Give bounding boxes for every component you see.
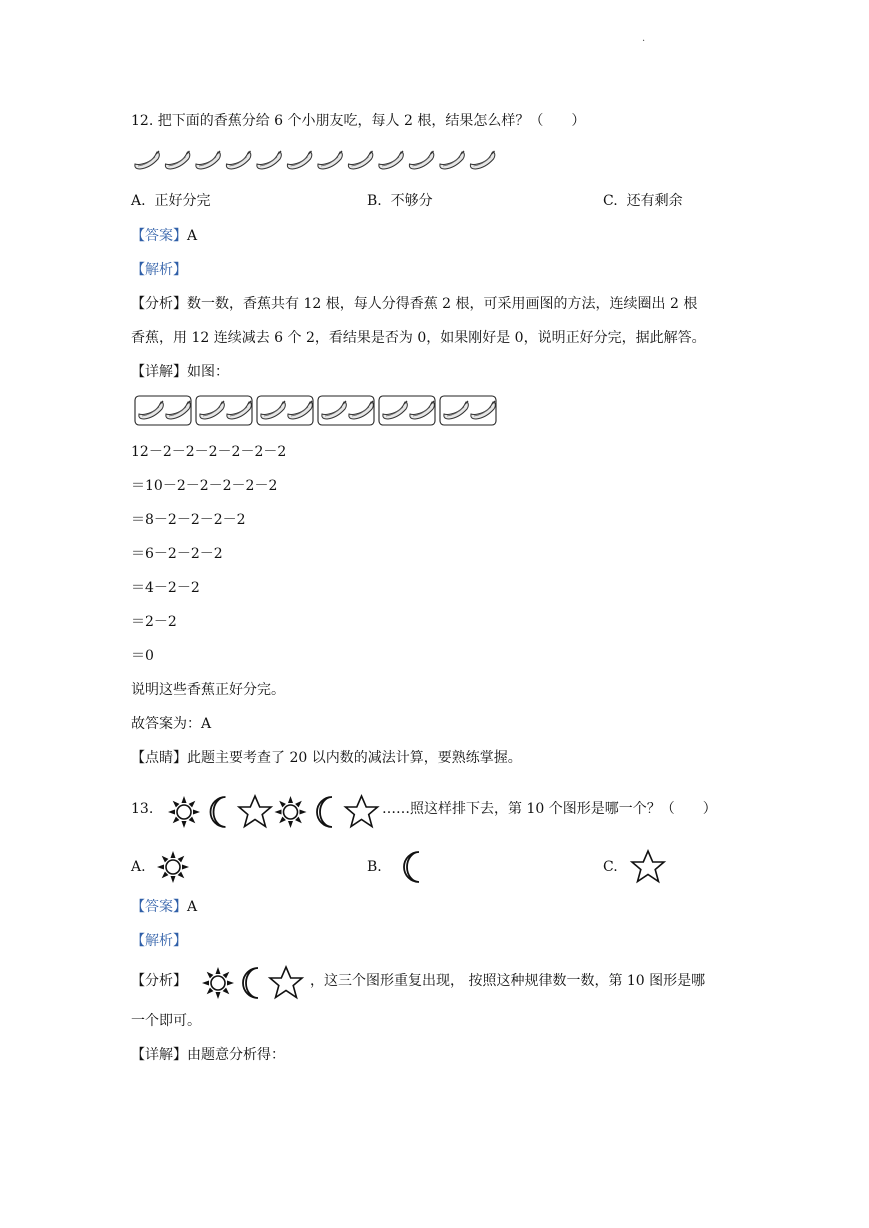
banana-icon [379, 151, 403, 169]
banana-icon [139, 401, 163, 419]
calc-step-6: ＝2－2 [131, 614, 177, 630]
q12-option-a [131, 192, 210, 210]
moon-icon [317, 797, 332, 827]
moon-icon [243, 968, 258, 998]
q12-conclusion: 说明这些香蕉正好分完。 [131, 682, 285, 698]
banana-icon [410, 401, 434, 419]
q13-number: 13. [131, 801, 154, 817]
banana-icon [383, 401, 407, 419]
star-icon [630, 849, 666, 885]
banana-icon [226, 151, 250, 169]
fenxi-text: 数一数，香蕉共有 12 根，每人分得香蕉 2 根，可采用画图的方法，连续圈出 2 根 [187, 296, 698, 312]
q12-fenxi-line2: 香蕉，用 12 连续减去 6 个 2，看结果是否为 0，如果刚好是 0，说明正好分完，据此解答。 [131, 330, 706, 346]
banana-icon [288, 401, 312, 419]
banana-icon [471, 401, 495, 419]
banana-icon [444, 401, 468, 419]
option-text: 不够分 [390, 193, 433, 209]
banana-icon [409, 151, 433, 169]
calc-step-5: ＝4－2－2 [131, 580, 200, 596]
banana-icon [470, 151, 494, 169]
banana-icon [165, 151, 189, 169]
calc-step-7: ＝0 [131, 648, 154, 664]
banana-icon [200, 401, 224, 419]
q13-detail [131, 1046, 285, 1064]
page-mark: · [642, 36, 646, 47]
q12-detail [131, 363, 229, 381]
banana-icon [166, 401, 190, 419]
grouped-banana-figure [131, 394, 503, 428]
banana-icon [348, 151, 372, 169]
banana-icon [322, 401, 346, 419]
banana-icon [318, 151, 342, 169]
q12-option-c [603, 192, 683, 210]
q13-shape-sequence [166, 792, 380, 832]
q12-dianjing [131, 749, 522, 767]
sun-icon [202, 967, 234, 999]
banana-icon [196, 151, 220, 169]
answer-label: 【答案】 [131, 899, 187, 915]
q12-answer [131, 227, 197, 245]
calc-step-2: ＝10－2－2－2－2－2 [131, 478, 278, 494]
q13-option-b-letter: B. [367, 859, 382, 875]
moon-icon [395, 849, 431, 885]
sun-icon [275, 796, 307, 828]
q12-final: 故答案为：A [131, 716, 212, 732]
q13-option-c-letter: C. [603, 859, 618, 875]
q13-analysis-label: 【解析】 [131, 933, 187, 949]
answer-value: A [187, 228, 198, 244]
star-icon [270, 967, 302, 998]
star-icon [346, 796, 378, 827]
q13-fenxi-text2: 一个即可。 [131, 1013, 201, 1029]
sun-icon [155, 849, 191, 885]
fenxi-label: 【分析】 [131, 296, 187, 312]
option-letter: C. [603, 193, 618, 209]
answer-label: 【答案】 [131, 228, 187, 244]
q12-analysis-label: 【解析】 [131, 262, 187, 278]
option-text: 还有剩余 [626, 193, 683, 209]
banana-icon [227, 401, 251, 419]
q13-option-a-letter: A. [131, 859, 146, 875]
calc-step-3: ＝8－2－2－2－2 [131, 512, 246, 528]
q13-fenxi-text1: ，这三个图形重复出现， 按照这种规律数一数，第 10 图形是哪 [310, 973, 706, 989]
q12-fenxi-line1 [131, 295, 697, 313]
star-icon [239, 796, 271, 827]
option-text: 正好分完 [154, 193, 211, 209]
q12-stem: 12. 把下面的香蕉分给 6 个小朋友吃，每人 2 根，结果怎么样？（ ） [131, 113, 586, 129]
banana-icon [349, 401, 373, 419]
banana-icon [287, 151, 311, 169]
dianjing-text: 此题主要考查了 20 以内数的减法计算，要熟练掌握。 [187, 750, 522, 766]
detail-label: 【详解】 [131, 364, 187, 380]
detail-text: 如图： [187, 364, 229, 380]
detail-text: 由题意分析得： [187, 1047, 285, 1063]
banana-icon [261, 401, 285, 419]
calc-step-4: ＝6－2－2－2 [131, 546, 223, 562]
answer-value: A [187, 899, 198, 915]
banana-icon [135, 151, 159, 169]
q13-fenxi-shapes [198, 963, 308, 1003]
option-letter: A. [131, 193, 146, 209]
sun-icon [168, 796, 200, 828]
q13-fenxi-label: 【分析】 [131, 973, 187, 989]
dianjing-label: 【点睛】 [131, 750, 187, 766]
option-letter: B. [367, 193, 382, 209]
q13-stem: ……照这样排下去，第 10 个图形是哪一个？（ ） [382, 801, 717, 817]
moon-icon [211, 797, 226, 827]
q12-option-b [367, 192, 433, 210]
banana-icon [257, 151, 281, 169]
calc-step-1: 12－2－2－2－2－2－2 [131, 444, 287, 460]
banana-row [131, 148, 501, 174]
banana-icon [440, 151, 464, 169]
detail-label: 【详解】 [131, 1047, 187, 1063]
q13-answer [131, 898, 197, 916]
